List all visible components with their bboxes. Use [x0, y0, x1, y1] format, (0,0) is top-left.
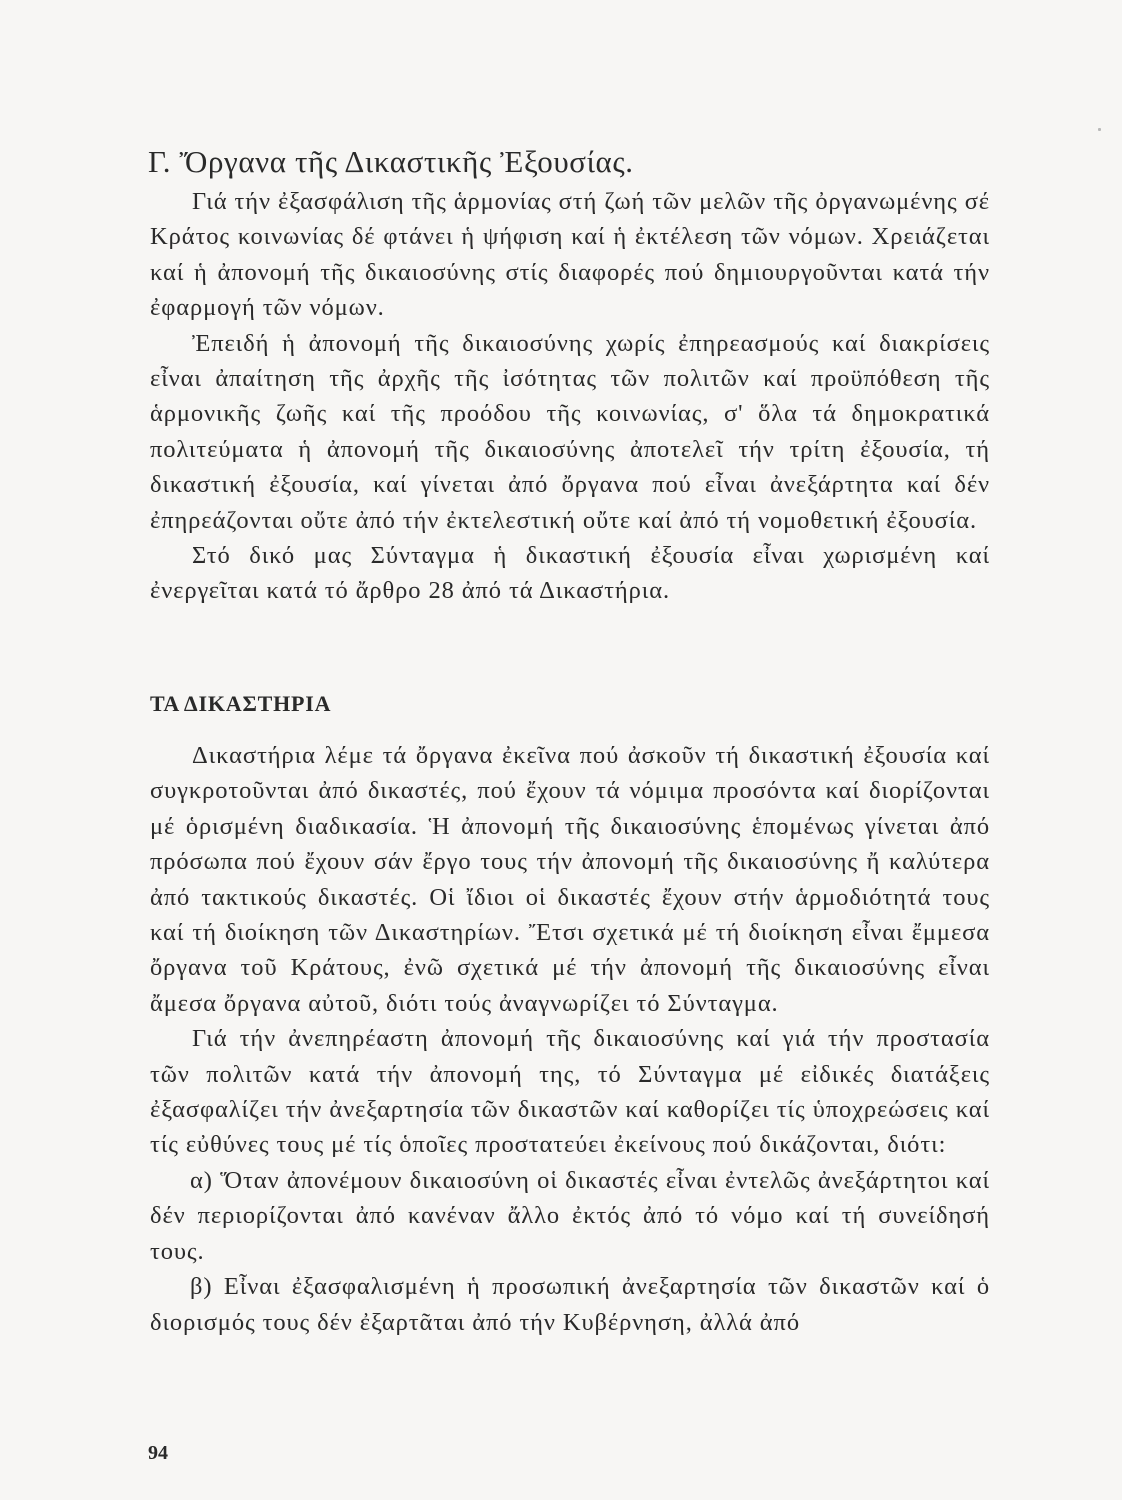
intro-paragraph-2: Ἐπειδή ἡ ἀπονομή τῆς δικαιοσύνης χωρίς ἐπηρεασμούς καί διακρίσεις εἶναι ἀπαίτηση τῆς ἀρχῆς τῆς ἰσότητας τῶν πολιτῶν καί προϋπόθεση τῆς ἁρμονικῆς ζωῆς καί τῆς προόδου τῆς κοινωνίας, σ' ὅλα τά δημοκρατικά πολιτεύματα ἡ ἀπονομή τῆς δικαιοσύνης ἀποτελεῖ τήν τρίτη ἐξουσία, τή δικαστική ἐξουσία, καί γίνεται ἀπό ὄργανα πού εἶναι ἀνεξάρτητα καί δέν ἐπηρεάζονται οὔτε ἀπό τήν ἐκτελεστική οὔτε καί ἀπό τή νομοθετική ἐξουσία.	[150, 329, 990, 534]
page-number: 94	[148, 1442, 168, 1464]
intro-paragraph-3: Στό δικό μας Σύνταγμα ἡ δικαστική ἐξουσία εἶναι χωρισμένη καί ἐνεργεῖται κατά τό ἄρθρο 28 ἀπό τά Δικαστήρια.	[150, 542, 990, 605]
courts-text	[150, 738, 990, 1340]
courts-paragraph-1: Δικαστήρια λέμε τά ὄργανα ἐκεῖνα πού ἀσκοῦν τή δικαστική ἐξουσία καί συγκροτοῦνται ἀπό δικαστές, πού ἔχουν τά νόμιμα προσόντα καί διορίζονται μέ ὁρισμένη διαδικασία. Ἡ ἀπονομή τῆς δικαιοσύνης ἑπομένως γίνεται ἀπό πρόσωπα πού ἔχουν σάν ἔργο τους τήν ἀπονομή τῆς δικαιοσύνης ἤ καλύτερα ἀπό τακτικούς δικαστές. Οἱ ἴδιοι οἱ δικαστές ἔχουν στήν ἁρμοδιότητά τους καί τή διοίκηση τῶν Δικαστηρίων. Ἔτσι σχετικά μέ τή διοίκηση εἶναι ἔμμεσα ὄργανα τοῦ Κράτους, ἐνῶ σχετικά μέ τήν ἀπονομή τῆς δικαιοσύνης εἶναι ἄμεσα ὄργανα αὐτοῦ, διότι τούς ἀναγνωρίζει τό Σύνταγμα.	[150, 742, 990, 1017]
courts-paragraph-2: Γιά τήν ἀνεπηρέαστη ἀπονομή τῆς δικαιοσύνης καί γιά τήν προστασία τῶν πολιτῶν κατά τήν ἀπονομή της, τό Σύνταγμα μέ εἰδικές διατάξεις ἐξασφαλίζει τήν ἀνεξαρτησία τῶν δικαστῶν καί καθορίζει τίς ὑποχρεώσεις καί τίς εὐθύνες τους μέ τίς ὁποῖες προστατεύει ἐκείνους πού δικάζονται, διότι:	[150, 1025, 990, 1159]
intro-text	[150, 184, 990, 609]
list-item-b: β) Εἶναι ἐξασφαλισμένη ἡ προσωπική ἀνεξαρτησία τῶν δικαστῶν καί ὁ διορισμός τους δέν ἐξαρτᾶται ἀπό τήν Κυβέρνηση, ἀλλά ἀπό	[150, 1273, 990, 1336]
section-title: Γ. Ὄργανα τῆς Δικαστικῆς Ἐξουσίας.	[148, 144, 634, 179]
intro-paragraph-1: Γιά τήν ἐξασφάλιση τῆς ἁρμονίας στή ζωή τῶν μελῶν τῆς ὀργανωμένης σέ Κράτος κοινωνίας δέ φτάνει ἡ ψήφιση καί ἡ ἐκτέλεση τῶν νόμων. Χρειάζεται καί ἡ ἀπονομή τῆς δικαιοσύνης στίς διαφορές πού δημιουργοῦνται κατά τήν ἐφαρμογή τῶν νόμων.	[150, 188, 990, 322]
courts-heading: ΤΑ ΔΙΚΑΣΤΗΡΙΑ	[150, 691, 332, 716]
list-item-a: α) Ὅταν ἀπονέμουν δικαιοσύνη οἱ δικαστές εἶναι ἐντελῶς ἀνεξάρτητοι καί δέν περιορίζονται ἀπό κανέναν ἄλλο ἐκτός ἀπό τό νόμο καί τή συνείδησή τους.	[150, 1166, 990, 1265]
scan-speck	[1098, 128, 1101, 131]
